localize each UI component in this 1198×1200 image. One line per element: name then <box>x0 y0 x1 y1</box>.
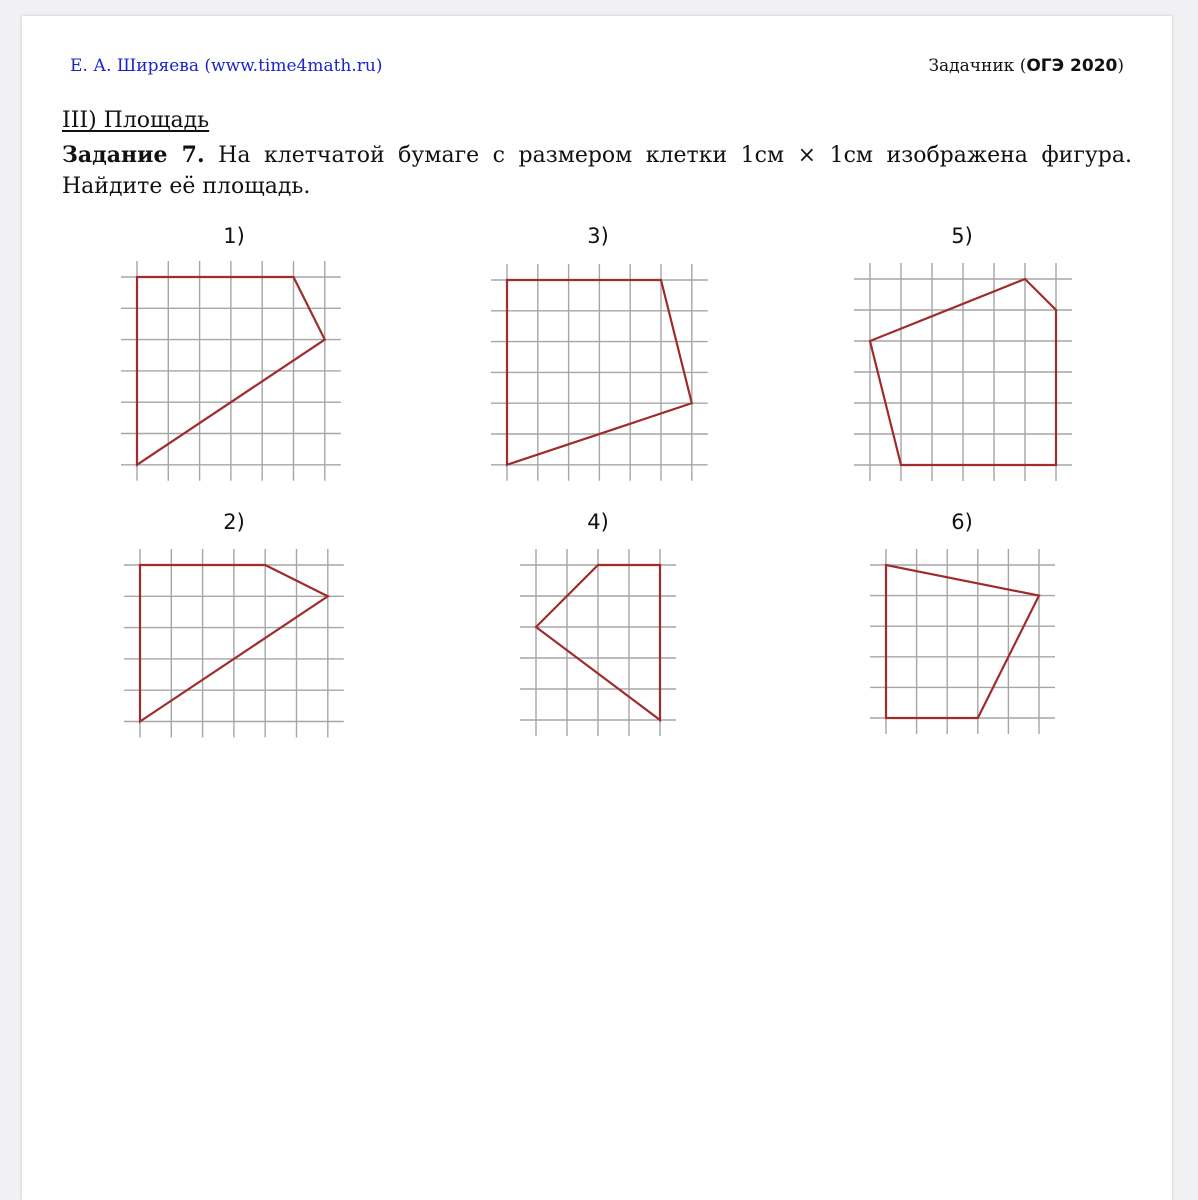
figure-label: 1) <box>223 224 245 248</box>
figure-grid <box>491 264 708 481</box>
figure-grid <box>520 549 676 736</box>
section-title: III) Площадь <box>62 108 210 133</box>
figure-label: 2) <box>223 510 245 534</box>
figure-grid <box>870 549 1055 734</box>
figure-label: 4) <box>587 510 609 534</box>
task-label: Задание 7. <box>62 142 205 168</box>
figure-grid <box>854 263 1072 481</box>
book-suffix: ) <box>1117 56 1124 76</box>
figure-grid <box>124 549 344 738</box>
figure-label: 3) <box>587 224 609 248</box>
document-page <box>22 16 1172 1200</box>
figure-label: 5) <box>951 224 973 248</box>
figure-grid <box>121 261 341 481</box>
book-prefix: Задачник ( <box>928 56 1027 76</box>
figure-polygon <box>886 565 1039 718</box>
task-text: На клетчатой бумаге с размером клетки 1см × 1см изображена фигура. Найдите её площадь. <box>62 143 1132 199</box>
book-header <box>928 56 1124 76</box>
book-title: ОГЭ 2020 <box>1026 56 1118 76</box>
task-statement <box>62 140 1132 202</box>
figure-label: 6) <box>951 510 973 534</box>
author-header: Е. А. Ширяева (www.time4math.ru) <box>70 56 383 76</box>
